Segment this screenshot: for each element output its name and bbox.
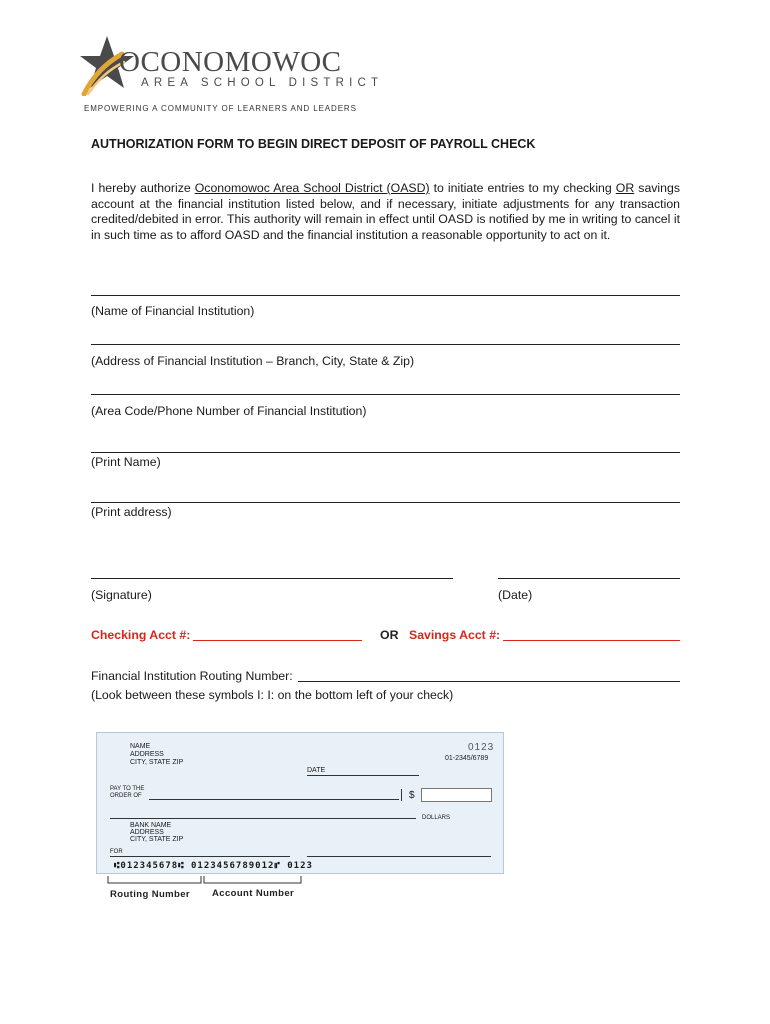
routing-number-label: Financial Institution Routing Number: <box>91 669 293 683</box>
routing-hint: (Look between these symbols I: I: on the bottom left of your check) <box>91 688 454 702</box>
checking-account-line[interactable] <box>193 640 362 641</box>
check-bank-address: ADDRESS <box>130 829 164 836</box>
institution-name-line[interactable] <box>91 295 680 296</box>
print-address-label: (Print address) <box>91 505 172 519</box>
check-number: 0123 <box>468 742 495 753</box>
check-date-line <box>307 775 419 776</box>
account-number-caption: Account Number <box>212 888 295 899</box>
checking-account-label: Checking Acct #: <box>91 628 191 642</box>
check-dollars-label: DOLLARS <box>422 815 451 821</box>
check-payee-line <box>149 799 399 800</box>
intro-prefix: I hereby authorize <box>91 181 195 195</box>
check-dollars-line <box>110 818 416 819</box>
institution-phone-line[interactable] <box>91 394 680 395</box>
check-name: NAME <box>130 743 151 750</box>
savings-account-line[interactable] <box>503 640 680 641</box>
intro-or: OR <box>615 181 635 195</box>
institution-phone-label: (Area Code/Phone Number of Financial Institution) <box>91 404 367 418</box>
print-name-line[interactable] <box>91 452 680 453</box>
print-address-line[interactable] <box>91 502 680 503</box>
authorization-paragraph <box>91 181 680 243</box>
institution-name-label: (Name of Financial Institution) <box>91 304 255 318</box>
date-label: (Date) <box>498 588 533 602</box>
logo-name: OCONOMOWOC <box>119 46 342 78</box>
check-memo-line <box>110 856 290 857</box>
intro-rest: savings account at the financial institution listed below, and if necessary, initiate adjustments for any transaction credited/debited in error. This authority will remain in effect until OASD is notified by me in writing to cancel it in such time as to afford OASD and the financial institution a reasonable opportunity to act on it. <box>91 181 680 242</box>
date-line[interactable] <box>498 578 680 579</box>
logo-district: AREA SCHOOL DISTRICT <box>141 77 384 89</box>
or-label: OR <box>380 628 399 642</box>
check-dollar-sign: $ <box>409 790 415 801</box>
check-pay-to-1: PAY TO THE <box>110 786 145 792</box>
routing-number-line[interactable] <box>298 681 680 682</box>
signature-label: (Signature) <box>91 588 152 602</box>
sample-check-image <box>96 732 504 874</box>
intro-district: Oconomowoc Area School District (OASD) <box>194 181 430 195</box>
check-micr-line: ⑆012345678⑆ 0123456789012⑈ 0123 <box>114 861 313 871</box>
form-title: AUTHORIZATION FORM TO BEGIN DIRECT DEPOSIT OF PAYROLL CHECK <box>91 137 536 151</box>
check-divider <box>401 789 402 801</box>
check-for-label: FOR <box>110 849 123 855</box>
check-number-brackets-icon <box>96 874 326 888</box>
savings-account-label: Savings Acct #: <box>409 628 501 642</box>
institution-address-line[interactable] <box>91 344 680 345</box>
check-signature-line <box>307 856 491 857</box>
intro-middle: to initiate entries to my checking <box>429 181 616 195</box>
check-bank-name: BANK NAME <box>130 822 172 829</box>
institution-address-label: (Address of Financial Institution – Branch, City, State & Zip) <box>91 354 415 368</box>
print-name-label: (Print Name) <box>91 455 161 469</box>
signature-line[interactable] <box>91 578 453 579</box>
check-address: ADDRESS <box>130 751 164 758</box>
tagline: EMPOWERING A COMMUNITY OF LEARNERS AND LEADERS <box>84 104 357 113</box>
check-fraction: 01-2345/6789 <box>445 755 489 762</box>
check-date-label: DATE <box>307 767 326 774</box>
check-amount-box <box>421 788 492 802</box>
check-city: CITY, STATE ZIP <box>130 759 184 766</box>
check-bank-city: CITY, STATE ZIP <box>130 836 184 843</box>
routing-number-caption: Routing Number <box>110 889 191 900</box>
check-pay-to-2: ORDER OF <box>110 793 142 799</box>
